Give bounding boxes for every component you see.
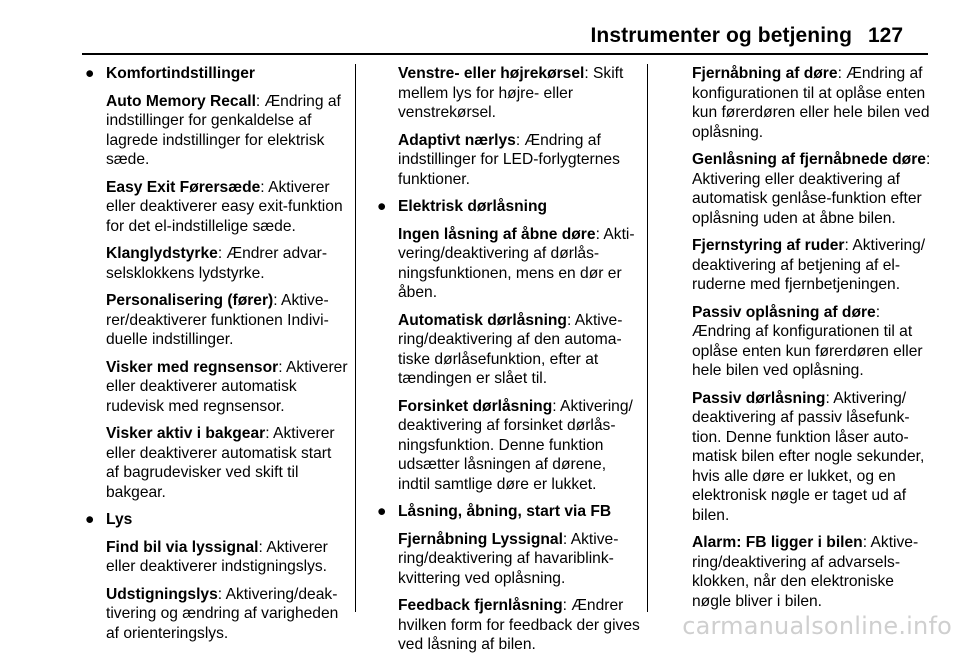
setting-term: Adaptivt nærlys [398, 131, 516, 149]
setting-term: Visker med regnsensor [106, 358, 279, 376]
setting-description: : Aktivering/deaktivering af dørlåsningsfunktionen, mens en dør er åben. [398, 225, 635, 301]
setting-description: : Aktivering/ deaktivering af passiv låsefunktion. Denne funktion låser automatisk bilen efter nogle sekunder, hvis alle døre er lukket, og en elektronisk nøgle er taget ud af bilen. [692, 389, 925, 524]
column-2 [374, 64, 642, 663]
section-heading-lights: ● Lys [85, 511, 133, 528]
setting-entry [82, 178, 348, 237]
column-3 [668, 64, 932, 619]
setting-entry [374, 64, 642, 123]
setting-term: Personalisering (fører) [106, 292, 274, 309]
setting-entry [82, 358, 348, 417]
setting-description: : Ændring af indstillinger for genkaldelse af lagrede indstillinger for elektrisk sæde. [106, 92, 341, 168]
setting-description: : Aktiverer eller deaktiverer easy exit-funktion for det el-indstillelige sæde. [106, 178, 343, 235]
setting-term: Venstre- eller højrekørsel [398, 65, 585, 82]
setting-description: : Skift mellem lys for højre- eller venstrekørsel. [398, 65, 624, 121]
setting-entry [82, 538, 348, 577]
header-divider [82, 53, 928, 55]
bullet-icon: ● [377, 503, 387, 520]
setting-entry [374, 225, 642, 303]
setting-entry [374, 311, 642, 389]
column-divider-1 [355, 64, 356, 612]
column-1 [82, 64, 348, 651]
setting-description: : Aktivering/deaktivering af advarselsklokken, når den elektroniske nøgle bliver i bilen. [692, 534, 919, 610]
page-title: Instrumenter og betjening [590, 24, 852, 47]
site-watermark: carmanualsonline.info [682, 612, 952, 640]
page-number: 127 [868, 24, 904, 47]
setting-entry [668, 389, 932, 526]
setting-entry [82, 424, 348, 502]
setting-description: : Aktiverer/deaktiverer funktionen Individuelle indstillinger. [106, 292, 329, 348]
setting-description: : Aktiverer eller deaktiverer automatisk start af bagrudevisker ved skift til bakgear. [106, 425, 335, 501]
setting-term: Visker aktiv i bakgear [106, 425, 266, 442]
setting-description: : Aktivering/deaktivering af den automatiske dørlåsefunktion, efter at tændingen er slået til. [398, 311, 623, 387]
setting-term: Forsinket dørlåsning [398, 397, 553, 415]
setting-description: : Aktivering eller deaktivering af automatisk genlåse-funktion efter oplåsning uden at åbne bilen. [692, 151, 931, 227]
setting-entry [82, 244, 348, 283]
setting-term: Udstigningslys [106, 585, 218, 603]
column-divider-2 [647, 64, 648, 612]
setting-term: Feedback fjernlåsning [398, 597, 563, 614]
setting-entry [374, 397, 642, 495]
setting-description: : Ændrer advarselsklokkens lydstyrke. [106, 245, 328, 282]
setting-entry [668, 150, 932, 228]
setting-description: : Aktivering/ deaktivering af betjening af elruderne med fjernbetjeningen. [692, 237, 926, 293]
setting-entry [668, 533, 932, 611]
setting-term: Genlåsning af fjernåbnede døre [692, 151, 926, 168]
setting-entry [668, 64, 932, 142]
setting-term: Passiv dørlåsning [692, 389, 826, 407]
setting-description: : Aktiverer eller deaktiverer indstigningslys. [106, 538, 328, 575]
setting-entry [374, 596, 642, 655]
setting-description: : Ændring af indstillinger for LED-forlygternes funktioner. [398, 131, 620, 188]
setting-entry [82, 291, 348, 350]
page-header [0, 0, 960, 56]
setting-entry [374, 530, 642, 589]
setting-entry [82, 92, 348, 170]
bullet-icon: ● [377, 198, 387, 215]
setting-description: : Ændring af konfigurationen til at oplåse enten kun førerdøren eller hele bilen ved oplåsning. [692, 303, 923, 379]
section-heading-comfort: ● Komfortindstillinger [85, 65, 256, 82]
setting-term: Automatisk dørlåsning [398, 311, 567, 329]
setting-term: Find bil via lyssignal [106, 538, 259, 556]
setting-term: Passiv oplåsning af døre [692, 303, 876, 321]
setting-description: : Ændring af konfigurationen til at oplåse enten kun førerdøren eller hele bilen ved oplåsning. [692, 65, 930, 141]
setting-description: : Aktivering/deaktivering og ændring af varigheden af orienteringslys. [106, 585, 339, 642]
setting-term: Klanglydstyrke [106, 245, 218, 262]
bullet-icon: ● [85, 511, 95, 528]
setting-description: : Ændrer hvilken form for feedback der gives ved låsning af bilen. [398, 597, 640, 653]
setting-term: Alarm: FB ligger i bilen [692, 534, 863, 551]
section-heading-door-locking: ● Elektrisk dørlåsning [377, 198, 548, 215]
setting-entry [374, 131, 642, 190]
setting-term: Fjernåbning af døre [692, 65, 838, 82]
setting-term: Fjernåbning Lyssignal [398, 530, 563, 548]
setting-entry [82, 585, 348, 644]
section-heading-remote: ● Låsning, åbning, start via FB [377, 503, 612, 520]
setting-description: : Aktivering/ deaktivering af forsinket dørlåsningsfunktion. Denne funktion udsætter låsningen af dørene, indtil samtlige døre er lukket. [398, 397, 633, 493]
setting-entry [668, 303, 932, 381]
bullet-icon: ● [85, 65, 95, 82]
setting-term: Ingen låsning af åbne døre [398, 225, 596, 243]
setting-entry [668, 236, 932, 295]
setting-term: Fjernstyring af ruder [692, 237, 845, 254]
setting-description: : Aktivering/deaktivering af havariblinkkvittering ved oplåsning. [398, 530, 619, 587]
setting-term: Easy Exit Førersæde [106, 178, 261, 196]
setting-term: Auto Memory Recall [106, 92, 256, 110]
setting-description: : Aktiverer eller deaktiverer automatisk rudevisk med regnsensor. [106, 358, 348, 415]
